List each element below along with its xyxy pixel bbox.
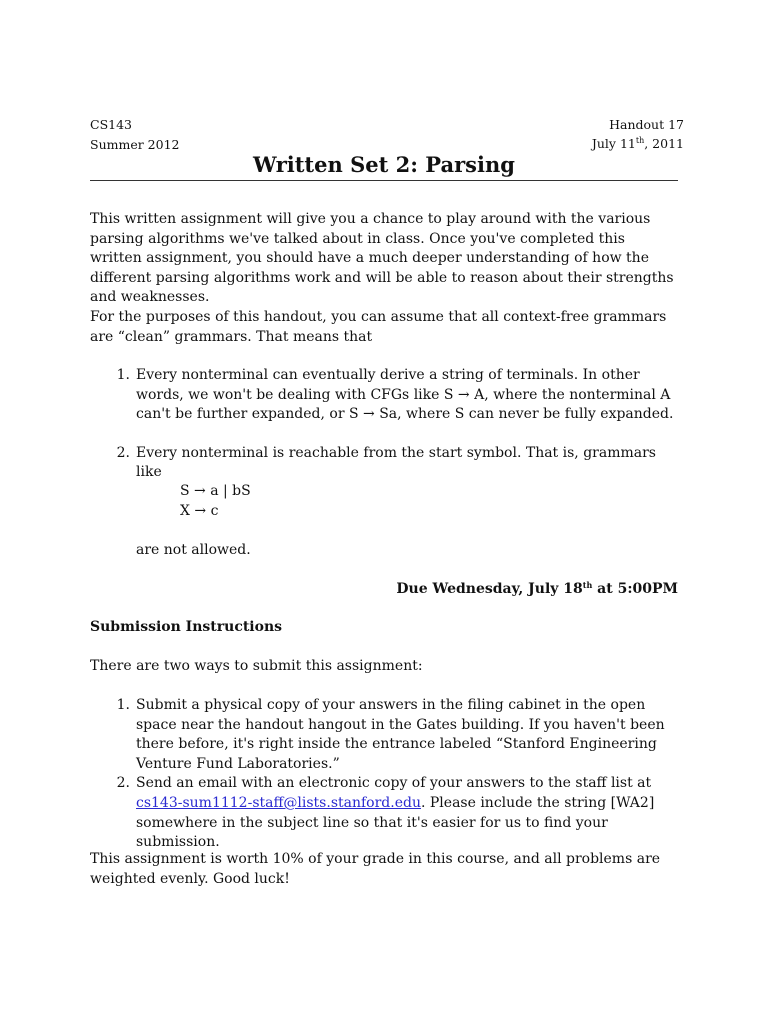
staff-email-link[interactable]: cs143-sum1112-staff@lists.stanford.edu	[136, 794, 421, 811]
grammar-example	[180, 482, 251, 521]
list-number: 1.	[116, 697, 130, 713]
intro-paragraph: This written assignment will give you a chance to play around with the various parsing algorithms we've talked about in class. Once you've completed this written assignment, you should have a much deeper understanding of how the different parsing algorithms work and will be able to reason about their strengths and weaknesses.	[90, 211, 674, 306]
grammar-rule: X → c	[180, 502, 219, 519]
not-allowed-text: are not allowed.	[136, 542, 251, 558]
list-text-after: . Please include the string [WA2] somewhere in the subject line so that it's easier for us to find your submission.	[136, 794, 655, 851]
list-text: Every nonterminal can eventually derive a string of terminals. In other words, we won't be dealing with CFGs like S → A, where the nonterminal A can't be further expanded, or S → Sa, where S can never be fully expanded.	[136, 367, 674, 423]
list-item	[106, 366, 680, 425]
page-title: Written Set 2: Parsing	[253, 152, 515, 177]
date-year: , 2011	[644, 136, 684, 151]
list-item	[106, 696, 680, 774]
purpose-paragraph: For the purposes of this handout, you can assume that all context-free grammars are “clean” grammars. That means that	[90, 309, 667, 345]
date-prefix: July 11	[591, 136, 636, 151]
closing-paragraph: This assignment is worth 10% of your grade in this course, and all problems are weighted evenly. Good luck!	[90, 851, 661, 887]
list-text: Every nonterminal is reachable from the start symbol. That is, grammars like	[136, 444, 656, 481]
list-number: 2.	[116, 444, 130, 461]
title-divider	[90, 180, 678, 181]
course-term: Summer 2012	[90, 137, 180, 152]
handout-number: Handout 17	[609, 117, 684, 132]
list-number: 1.	[116, 367, 130, 383]
list-item	[106, 774, 680, 852]
course-code: CS143	[90, 117, 132, 132]
list-text: Submit a physical copy of your answers in the filing cabinet in the open space near the handout hangout in the Gates building. If you haven't been there before, it's right inside the entrance labeled “Stanford Engineering Venture Fund Laboratories.”	[136, 697, 665, 772]
due-time: at 5:00PM	[592, 581, 678, 597]
list-number: 2.	[116, 775, 130, 792]
submission-list	[106, 696, 680, 853]
date-suffix: th	[635, 136, 645, 145]
submission-heading: Submission Instructions	[90, 619, 283, 635]
due-prefix: Due Wednesday, July 18	[396, 581, 583, 597]
list-item	[106, 444, 680, 483]
submission-intro: There are two ways to submit this assignment:	[90, 658, 423, 674]
due-suffix: th	[582, 580, 593, 590]
list-text-before: Send an email with an electronic copy of your answers to the staff list at	[136, 775, 652, 792]
due-date	[396, 580, 678, 600]
assumptions-list	[106, 366, 680, 483]
grammar-rule: S → a | bS	[180, 483, 251, 499]
